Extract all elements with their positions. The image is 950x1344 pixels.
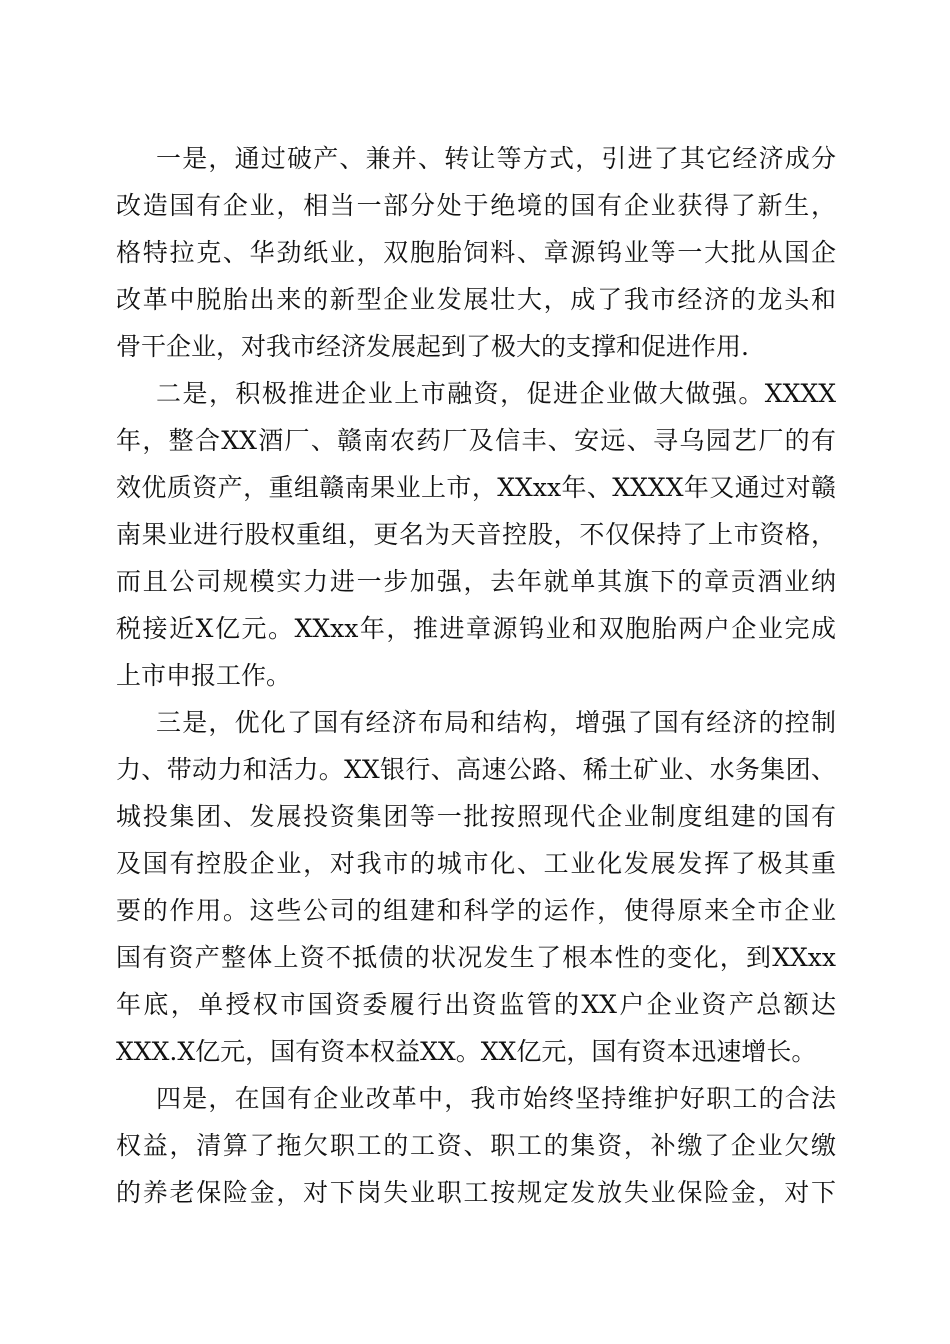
- paragraph-1-line-5: 骨干企业，对我市经济发展起到了极大的支撑和促进作用.: [116, 332, 749, 361]
- paragraph-2-line-7: 上市申报工作。: [116, 661, 292, 690]
- paragraph-3-line-1: 三是，优化了国有经济布局和结构，增强了国有经济的控制: [156, 708, 836, 737]
- paragraph-1-line-1: 一是，通过破产、兼并、转让等方式，引进了其它经济成分: [156, 144, 836, 173]
- paragraph-2-line-5: 而且公司规模实力进一步加强，去年就单其旗下的章贡酒业纳: [116, 567, 836, 596]
- paragraph-4-line-3: 的养老保险金，对下岗失业职工按规定发放失业保险金，对下: [116, 1178, 836, 1207]
- paragraph-3-line-4: 及国有控股企业，对我市的城市化、工业化发展发挥了极其重: [116, 849, 836, 878]
- paragraph-2-line-2: 年，整合XX酒厂、赣南农药厂及信丰、安远、寻乌园艺厂的有: [116, 426, 836, 455]
- paragraph-2-line-4: 南果业进行股权重组，更名为天音控股，不仅保持了上市资格，: [116, 520, 836, 549]
- paragraph-2-line-3: 效优质资产，重组赣南果业上市，XXxx年、XXXX年又通过对赣: [116, 473, 836, 502]
- paragraph-4-line-2: 权益，清算了拖欠职工的工资、职工的集资，补缴了企业欠缴: [116, 1131, 836, 1160]
- paragraph-1-line-2: 改造国有企业，相当一部分处于绝境的国有企业获得了新生，: [116, 191, 836, 220]
- paragraph-4-line-1: 四是，在国有企业改革中，我市始终坚持维护好职工的合法: [156, 1084, 836, 1113]
- paragraph-2-line-1: 二是，积极推进企业上市融资，促进企业做大做强。XXXX: [156, 379, 836, 408]
- paragraph-2-line-6: 税接近X亿元。XXxx年，推进章源钨业和双胞胎两户企业完成: [116, 614, 836, 643]
- paragraph-1-line-4: 改革中脱胎出来的新型企业发展壮大，成了我市经济的龙头和: [116, 285, 836, 314]
- paragraph-3-line-5: 要的作用。这些公司的组建和科学的运作，使得原来全市企业: [116, 896, 836, 925]
- paragraph-3-line-3: 城投集团、发展投资集团等一批按照现代企业制度组建的国有: [116, 802, 836, 831]
- paragraph-1-line-3: 格特拉克、华劲纸业，双胞胎饲料、章源钨业等一大批从国企: [116, 238, 836, 267]
- paragraph-3-line-2: 力、带动力和活力。XX银行、高速公路、稀土矿业、水务集团、: [116, 755, 836, 784]
- paragraph-3-line-8: XXX.X亿元，国有资本权益XX。XX亿元，国有资本迅速增长。: [116, 1037, 817, 1066]
- paragraph-3-line-6: 国有资产整体上资不抵债的状况发生了根本性的变化，到XXxx: [116, 943, 836, 972]
- paragraph-3-line-7: 年底，单授权市国资委履行出资监管的XX户企业资产总额达: [116, 990, 836, 1019]
